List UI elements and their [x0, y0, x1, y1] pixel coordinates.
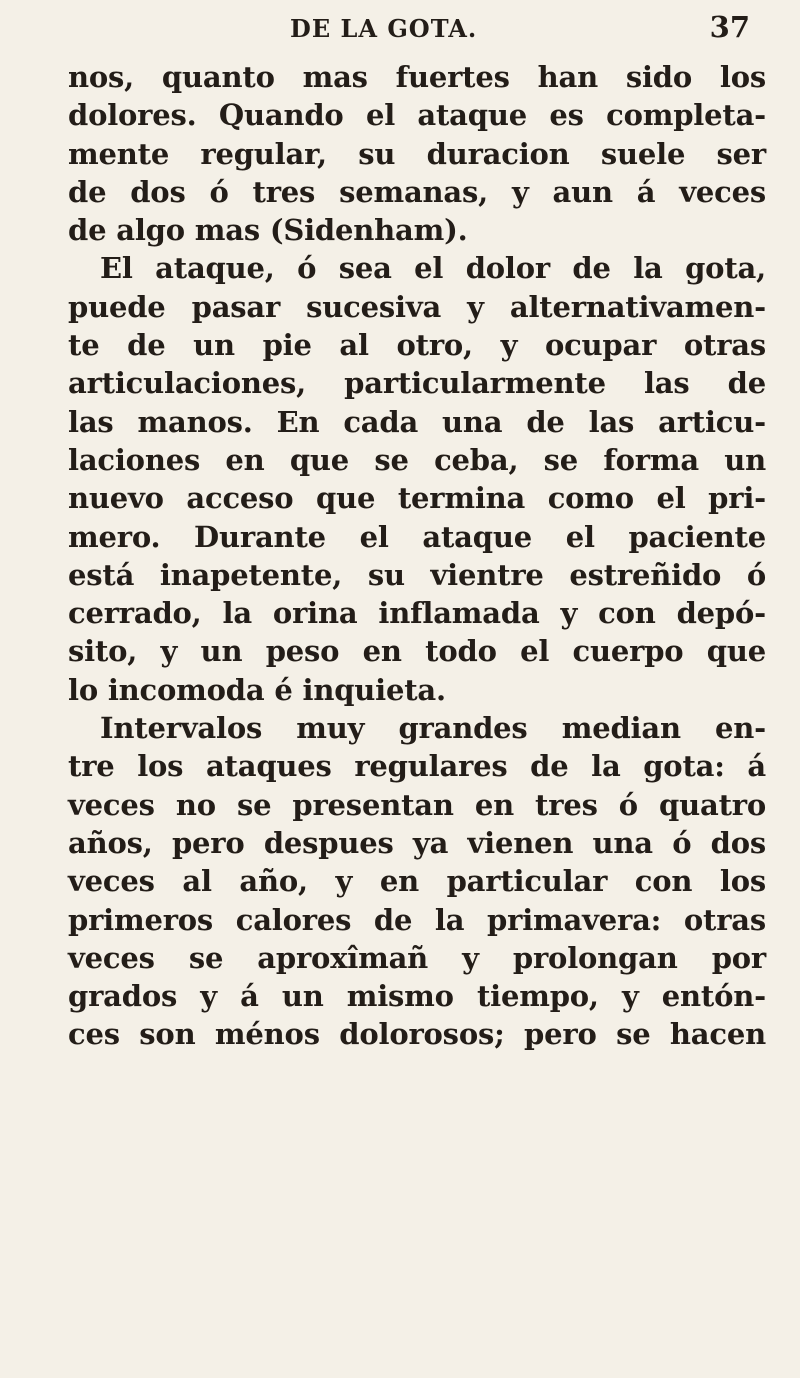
text-line: sito, y un peso en todo el cuerpo que — [68, 634, 766, 669]
text-line: de dos ó tres semanas, y aun á veces — [68, 174, 766, 209]
text-line: las manos. En cada una de las articu- — [68, 404, 766, 439]
text-line: mero. Durante el ataque el paciente — [68, 519, 766, 554]
text-line: años, pero despues ya vienen una ó dos — [68, 825, 766, 860]
text-line: cerrado, la orina inflamada y con depó- — [68, 596, 766, 631]
text-line: nos, quanto mas fuertes han sido los — [68, 60, 766, 94]
text-line: de algo mas (Sidenham). — [68, 213, 468, 248]
text-line: veces al año, y en particular con los — [68, 864, 766, 899]
text-line: primeros calores de la primavera: otras — [68, 902, 766, 937]
page-header — [290, 10, 750, 50]
page-body-text — [68, 58, 766, 1054]
page-number: 37 — [709, 10, 750, 44]
text-line: lo incomoda é inquieta. — [68, 672, 446, 707]
text-line: grados y á un mismo tiempo, y entón- — [68, 979, 766, 1014]
text-line: laciones en que se ceba, se forma un — [68, 442, 766, 477]
text-line: El ataque, ó sea el dolor de la gota, — [100, 251, 766, 286]
text-line: mente regular, su duracion suele ser — [68, 136, 766, 171]
text-line: veces no se presentan en tres ó quatro — [68, 787, 766, 822]
text-line: ces son ménos dolorosos; pero se hacen — [68, 1017, 766, 1052]
text-line: nuevo acceso que termina como el pri- — [68, 481, 766, 516]
text-line: está inapetente, su vientre estreñido ó — [68, 557, 766, 592]
running-title: DE LA GOTA. — [290, 14, 478, 43]
text-line: te de un pie al otro, y ocupar otras — [68, 328, 766, 363]
text-line: dolores. Quando el ataque es completa- — [68, 98, 766, 133]
text-line: tre los ataques regulares de la gota: á — [68, 749, 766, 784]
text-line: articulaciones, particularmente las de — [68, 366, 766, 401]
text-line: puede pasar sucesiva y alternativamen- — [68, 289, 766, 324]
text-line: veces se aproxîmañ y prolongan por — [68, 940, 766, 975]
text-line: Intervalos muy grandes median en- — [100, 711, 766, 746]
